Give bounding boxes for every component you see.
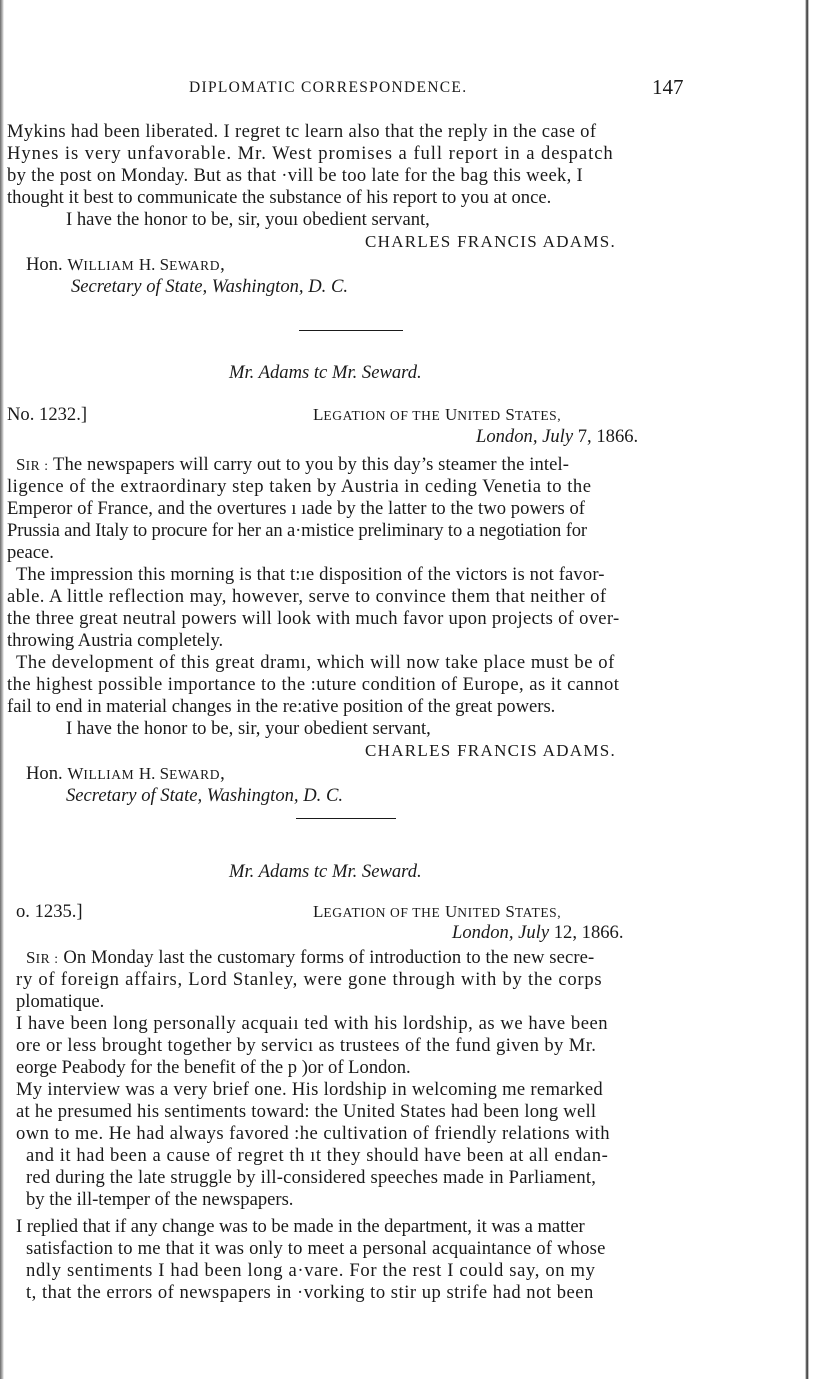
addressee-initial-w: W: [67, 255, 84, 274]
letter2-legation: [313, 404, 561, 427]
letter1-line-3: by the post on Monday. But as that ·vill be too late for the bag this week, I: [7, 165, 583, 186]
letter2-addressee-title: Secretary of State, Washington, D. C.: [66, 785, 343, 806]
letter2-place-date: [476, 426, 638, 448]
letter2-heading: Mr. Adams tc Mr. Seward.: [229, 362, 422, 383]
letter1-addressee-name: Hon. WILLIAM H. SEWARD,: [26, 254, 225, 275]
body-text: On Monday last the customary forms of introduction to the new secre-: [58, 947, 595, 968]
letter3-body-line-16: t, that the errors of newspapers in ·vorking to stir up strife had not been: [26, 1282, 594, 1303]
letter3-body-line-14: satisfaction to me that it was only to meet a personal acquaintance of whose: [26, 1238, 606, 1259]
letter1-line-4: thought it best to communicate the substance of his report to you at once.: [7, 187, 552, 208]
letter3-body-line-6: eorge Peabody for the benefit of the p )or of London.: [16, 1057, 411, 1078]
letter2-body-line-8: the three great neutral powers will look with much favor upon projects of over-: [7, 608, 620, 629]
letter2-body-line-9: throwing Austria completely.: [7, 630, 224, 651]
letter2-body-line-12: fail to end in material changes in the re:ative position of the great powers.: [7, 696, 556, 717]
body-text: The newspapers will carry out to you by this day’s steamer the intel-: [48, 454, 570, 475]
legation-cap: U: [444, 405, 458, 424]
section-divider-1: [299, 330, 403, 331]
letter3-body-line-2: ry of foreign affairs, Lord Stanley, were gone through with by the corps: [16, 969, 603, 990]
salutation-cap: S: [16, 455, 26, 474]
letter3-heading: Mr. Adams tc Mr. Seward.: [229, 861, 422, 882]
addressee-initial-hs: H. S: [138, 764, 170, 783]
letter2-body-line-6: The impression this morning is that t:ıe disposition of the victors is not favor-: [16, 564, 605, 585]
letter1-signature: CHARLES FRANCIS ADAMS.: [365, 232, 617, 251]
legation-text: NITED: [457, 408, 501, 423]
letter1-line-1: Mykins had been liberated. I regret tc learn also that the reply in the case of: [7, 121, 597, 142]
place-date-text: London, July: [476, 426, 574, 447]
letter2-body-line-10: The development of this great dramı, which will now take place must be of: [16, 652, 615, 673]
legation-text: TATES,: [514, 408, 562, 423]
letter3-body-line-4: I have been long personally acquaiı ted with his lordship, as we have been: [16, 1013, 609, 1034]
letter3-body-line-7: My interview was a very brief one. His lordship in welcoming me remarked: [16, 1079, 604, 1100]
letter1-addressee-title: Secretary of State, Washington, D. C.: [71, 276, 348, 297]
letter3-body-line-8: at he presumed his sentiments toward: the United States had been long well: [16, 1101, 597, 1122]
letter3-body-line-15: ndly sentiments I had been long a·vare. For the rest I could say, on my: [26, 1260, 596, 1281]
letter3-body-line-3: plomatique.: [16, 991, 105, 1012]
letter2-body-line-11: the highest possible importance to the :uture condition of Europe, as it cannot: [7, 674, 620, 695]
addressee-name-part: ILLIAM: [83, 258, 135, 273]
letter2-body-line-3: Emperor of France, and the overtures ı ıade by the latter to the two powers of: [7, 498, 586, 519]
legation-cap: L: [313, 405, 324, 424]
salutation-text: IR :: [35, 951, 59, 966]
hon-label: Hon.: [26, 763, 63, 784]
letter3-place-date: [452, 922, 623, 944]
place-date-day: 7, 1866.: [577, 426, 639, 447]
addressee-surname-part: EWARD: [169, 767, 221, 782]
addressee-name-part: ILLIAM: [83, 767, 135, 782]
running-title: DIPLOMATIC CORRESPONDENCE.: [189, 79, 468, 96]
letter2-body-line-2: ligence of the extraordinary step taken by Austria in ceding Venetia to the: [7, 476, 592, 497]
legation-text: NITED: [457, 905, 501, 920]
legation-text: EGATION OF THE: [323, 408, 441, 423]
legation-cap: S: [505, 405, 515, 424]
legation-cap: U: [444, 902, 458, 921]
addressee-initial-hs: H. S: [138, 255, 170, 274]
place-date-day: 12, 1866.: [553, 922, 624, 943]
addressee-surname-part: EWARD: [169, 258, 221, 273]
letter1-line-2: Hynes is very unfavorable. Mr. West promises a full report in a despatch: [7, 143, 614, 164]
letter2-body-line-7: able. A little reflection may, however, serve to convince them that neither of: [7, 586, 607, 607]
salutation-cap: S: [26, 948, 36, 967]
legation-text: EGATION OF THE: [323, 905, 441, 920]
letter2-closing: I have the honor to be, sir, your obedient servant,: [66, 718, 431, 739]
letter3-body-line-12: by the ill-temper of the newspapers.: [26, 1189, 294, 1210]
letter3-body-line-9: own to me. He had always favored :he cultivation of friendly relations with: [16, 1123, 610, 1144]
letter3-legation: [313, 901, 561, 924]
letter2-addressee-name: Hon. WILLIAM H. SEWARD,: [26, 763, 225, 784]
letter2-body-line-1: [16, 454, 569, 477]
page-right-edge-shadow: [805, 0, 809, 1379]
legation-cap: S: [505, 902, 515, 921]
letter3-body-line-11: red during the late struggle by ill-considered speeches made in Parliament,: [26, 1167, 597, 1188]
letter1-closing: I have the honor to be, sir, youı obedient servant,: [66, 209, 430, 230]
addressee-initial-w: W: [67, 764, 84, 783]
letter2-signature: CHARLES FRANCIS ADAMS.: [365, 741, 617, 760]
hon-label: Hon.: [26, 254, 63, 275]
letter3-body-line-5: ore or less brought together by servicı as trustees of the fund given by Mr.: [16, 1035, 597, 1056]
letter3-number: o. 1235.]: [16, 901, 83, 922]
letter3-body-line-10: and it had been a cause of regret th ıt they should have been at all endan-: [26, 1145, 609, 1166]
page-number: 147: [652, 75, 684, 99]
place-date-text: London, July: [452, 922, 550, 943]
salutation-text: IR :: [25, 458, 49, 473]
legation-cap: L: [313, 902, 324, 921]
letter3-body-line-1: [26, 947, 594, 970]
letter2-body-line-5: peace.: [7, 542, 54, 563]
section-divider-2: [296, 818, 396, 819]
letter2-number: No. 1232.]: [7, 404, 88, 425]
page-left-edge-shadow: [0, 0, 4, 1379]
legation-text: TATES,: [514, 905, 562, 920]
letter3-body-line-13: I replied that if any change was to be made in the department, it was a matter: [16, 1216, 585, 1237]
letter2-body-line-4: Prussia and Italy to procure for her an a·mistice preliminary to a negotiation for: [7, 520, 587, 541]
